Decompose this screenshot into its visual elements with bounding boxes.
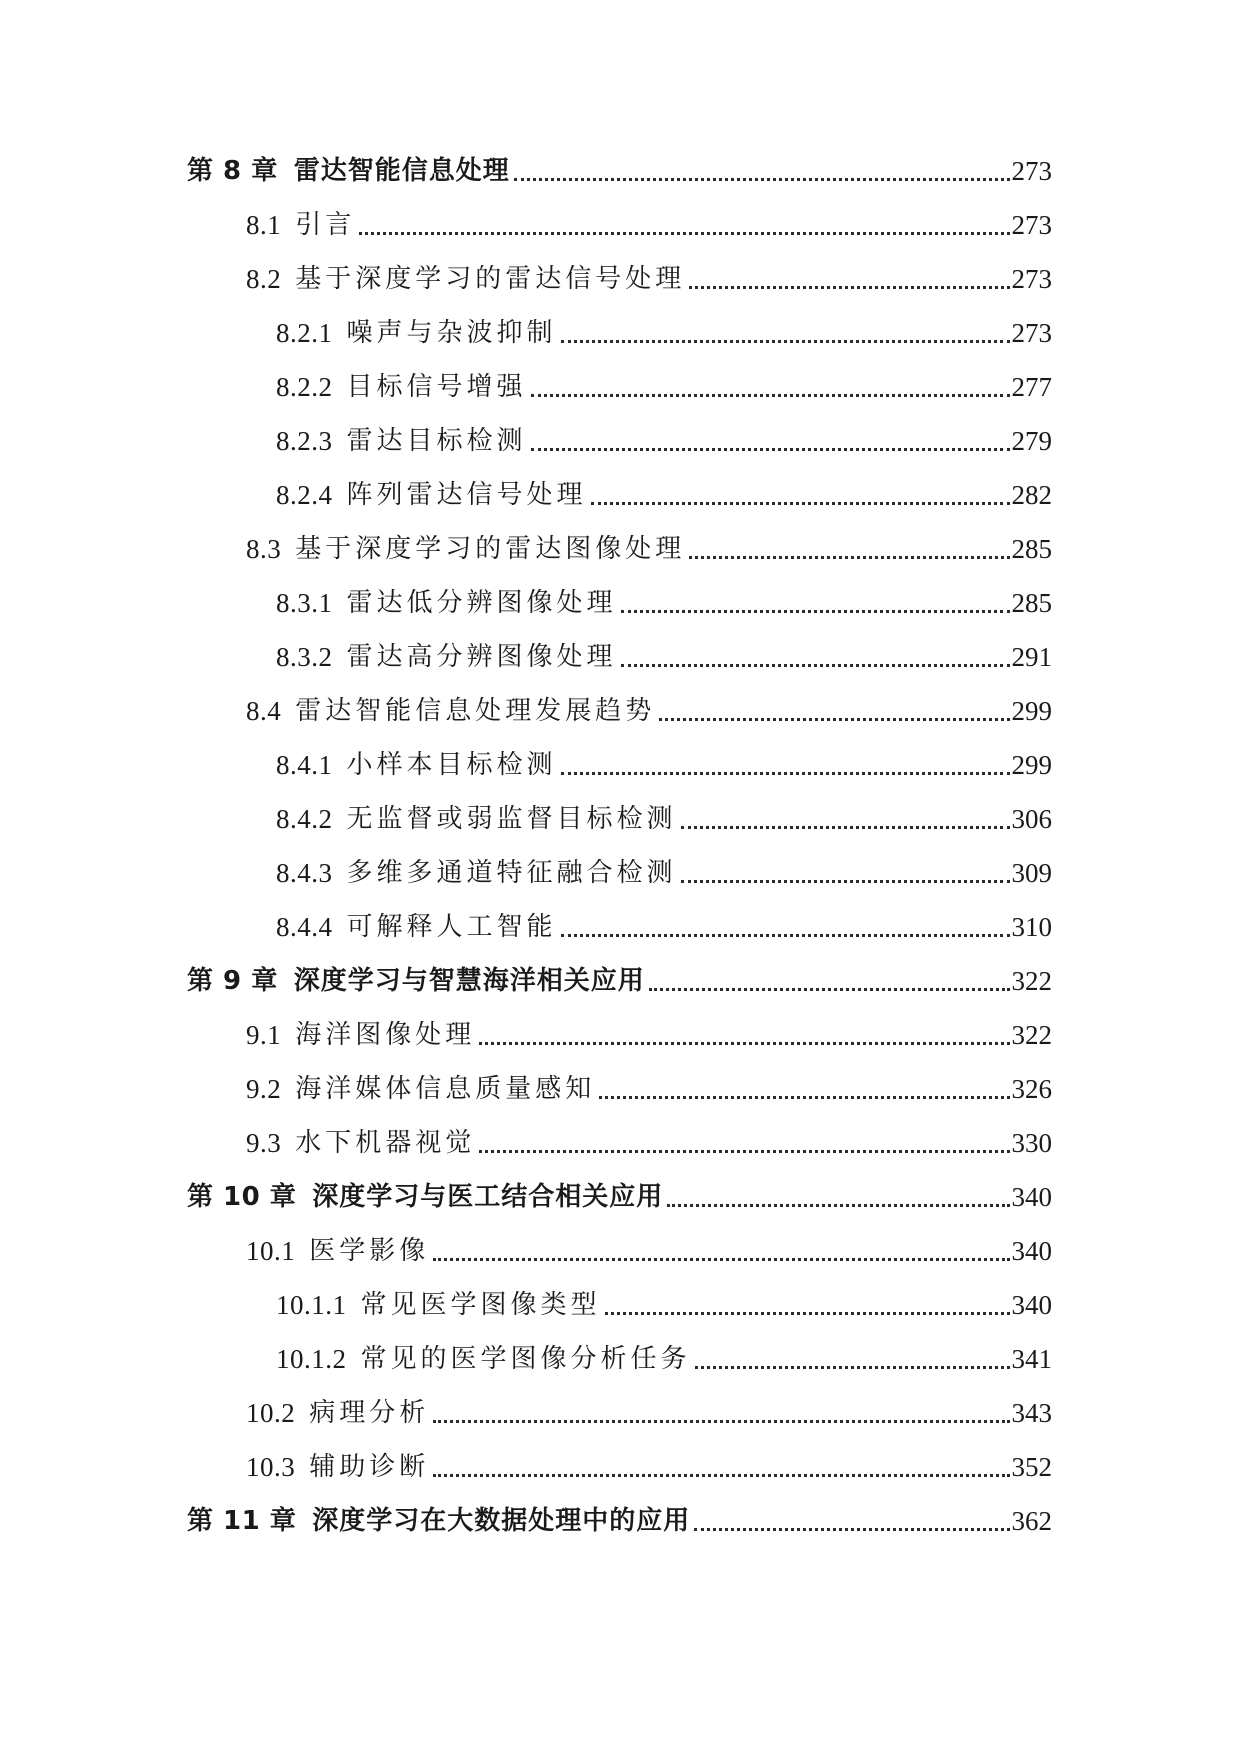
toc-section-9-1[interactable] [0,1008,1239,1062]
toc-entry-title: 海洋图像处理 [295,1020,476,1050]
dot-leader [479,1126,1009,1160]
toc-entry-number: 8.4 [246,696,282,726]
toc-subsection-10-1-2[interactable] [0,1332,1239,1386]
toc-entry-number: 第 10 章 [187,1182,297,1212]
dot-leader [681,856,1010,890]
toc-chapter-8[interactable] [0,144,1239,198]
toc-entry-number: 9.2 [246,1074,282,1104]
dot-leader [561,910,1010,944]
toc-section-8-1[interactable] [0,198,1239,252]
toc-entry-number: 9.3 [246,1128,282,1158]
toc-entry-number: 第 11 章 [187,1506,297,1536]
toc-entry-title: 无监督或弱监督目标检测 [346,804,677,834]
toc-subsection-8-4-3[interactable] [0,846,1239,900]
toc-entry-number: 9.1 [246,1020,282,1050]
toc-section-8-3[interactable] [0,522,1239,576]
toc-entry-number: 第 8 章 [187,156,278,186]
toc-entry-number: 8.4.3 [276,858,333,888]
dot-leader [433,1234,1009,1268]
toc-entry-page: 330 [1011,1128,1052,1158]
toc-entry-title: 雷达智能信息处理 [293,156,510,186]
toc-entry-title: 雷达智能信息处理发展趋势 [295,696,656,726]
toc-entry-number: 8.1 [246,210,282,240]
dot-leader [667,1180,1009,1214]
toc-entry-title: 雷达低分辨图像处理 [346,588,617,618]
toc-entry-number: 10.3 [246,1452,296,1482]
toc-subsection-8-4-1[interactable] [0,738,1239,792]
toc-entry-page: 291 [1011,642,1052,672]
toc-chapter-10[interactable] [0,1170,1239,1224]
toc-entry-page: 309 [1011,858,1052,888]
toc-entry-page: 273 [1011,318,1052,348]
dot-leader [433,1396,1009,1430]
toc-entry-page: 362 [1011,1506,1052,1536]
toc-section-10-1[interactable] [0,1224,1239,1278]
toc-entry-page: 326 [1011,1074,1052,1104]
toc-entry-number: 8.4.4 [276,912,333,942]
dot-leader [531,424,1010,458]
toc-entry-title: 常见的医学图像分析任务 [360,1344,691,1374]
dot-leader [514,154,1010,188]
toc-entry-page: 306 [1011,804,1052,834]
dot-leader [433,1450,1009,1484]
toc-entry-page: 340 [1011,1290,1052,1320]
toc-entry-page: 285 [1011,534,1052,564]
dot-leader [694,1504,1009,1538]
toc-entry-number: 8.2.1 [276,318,333,348]
toc-entry-page: 340 [1011,1236,1052,1266]
toc-entry-title: 深度学习与医工结合相关应用 [312,1182,664,1212]
dot-leader [659,694,1009,728]
toc-entry-title: 辅助诊断 [309,1452,430,1482]
toc-entry-title: 基于深度学习的雷达图像处理 [295,534,686,564]
dot-leader [561,316,1010,350]
toc-entry-title: 阵列雷达信号处理 [346,480,587,510]
toc-entry-page: 310 [1011,912,1052,942]
toc-section-9-2[interactable] [0,1062,1239,1116]
toc-entry-title: 病理分析 [309,1398,430,1428]
toc-entry-title: 海洋媒体信息质量感知 [295,1074,596,1104]
toc-subsection-8-2-1[interactable] [0,306,1239,360]
toc-entry-number: 8.2 [246,264,282,294]
toc-entry-page: 273 [1011,264,1052,294]
toc-entry-title: 可解释人工智能 [346,912,557,942]
toc-entry-title: 雷达高分辨图像处理 [346,642,617,672]
toc-section-10-2[interactable] [0,1386,1239,1440]
dot-leader [621,586,1010,620]
toc-entry-number: 10.1 [246,1236,296,1266]
toc-entry-page: 279 [1011,426,1052,456]
toc-entry-number: 10.2 [246,1398,296,1428]
toc-subsection-8-2-2[interactable] [0,360,1239,414]
dot-leader [591,478,1010,512]
toc-chapter-11[interactable] [0,1494,1239,1548]
toc-entry-title: 雷达目标检测 [346,426,527,456]
toc-entry-title: 医学影像 [309,1236,430,1266]
toc-subsection-8-3-2[interactable] [0,630,1239,684]
toc-entry-page: 352 [1011,1452,1052,1482]
toc-entry-number: 10.1.2 [276,1344,347,1374]
dot-leader [479,1018,1009,1052]
toc-entry-page: 322 [1011,1020,1052,1050]
toc-entry-page: 341 [1011,1344,1052,1374]
toc-entry-title: 多维多通道特征融合检测 [346,858,677,888]
toc-subsection-8-3-1[interactable] [0,576,1239,630]
toc-entry-number: 8.3.2 [276,642,333,672]
dot-leader [605,1288,1010,1322]
toc-subsection-8-4-2[interactable] [0,792,1239,846]
toc-entry-title: 深度学习与智慧海洋相关应用 [293,966,645,996]
toc-entry-number: 8.3 [246,534,282,564]
toc-entry-title: 常见医学图像类型 [360,1290,601,1320]
toc-entry-title: 引言 [295,210,356,240]
dot-leader [689,262,1009,296]
dot-leader [689,532,1009,566]
toc-chapter-9[interactable] [0,954,1239,1008]
toc-entry-page: 299 [1011,750,1052,780]
toc-entry-number: 第 9 章 [187,966,278,996]
toc-entry-page: 322 [1011,966,1052,996]
toc-entry-page: 340 [1011,1182,1052,1212]
toc-entry-number: 8.2.4 [276,480,333,510]
toc-entry-title: 目标信号增强 [346,372,527,402]
toc-entry-page: 282 [1011,480,1052,510]
toc-entry-number: 8.2.2 [276,372,333,402]
toc-section-8-4[interactable] [0,684,1239,738]
toc-section-10-3[interactable] [0,1440,1239,1494]
toc-entry-number: 8.2.3 [276,426,333,456]
toc-entry-page: 285 [1011,588,1052,618]
dot-leader [621,640,1010,674]
toc-entry-number: 10.1.1 [276,1290,347,1320]
toc-subsection-8-2-3[interactable] [0,414,1239,468]
toc-entry-number: 8.4.2 [276,804,333,834]
toc-entry-title: 基于深度学习的雷达信号处理 [295,264,686,294]
toc-entry-title: 深度学习在大数据处理中的应用 [312,1506,691,1536]
toc-entry-title: 小样本目标检测 [346,750,557,780]
dot-leader [599,1072,1009,1106]
toc-subsection-8-2-4[interactable] [0,468,1239,522]
dot-leader [649,964,1010,998]
dot-leader [695,1342,1010,1376]
toc-entry-page: 273 [1011,156,1052,186]
toc-entry-number: 8.4.1 [276,750,333,780]
toc-entry-page: 273 [1011,210,1052,240]
toc-subsection-8-4-4[interactable] [0,900,1239,954]
toc-section-8-2[interactable] [0,252,1239,306]
toc-entry-title: 水下机器视觉 [295,1128,476,1158]
dot-leader [359,208,1009,242]
toc-entry-page: 299 [1011,696,1052,726]
toc-entry-page: 343 [1011,1398,1052,1428]
toc-entry-number: 8.3.1 [276,588,333,618]
table-of-contents [0,144,1239,1548]
dot-leader [681,802,1010,836]
dot-leader [531,370,1010,404]
toc-entry-title: 噪声与杂波抑制 [346,318,557,348]
toc-entry-page: 277 [1011,372,1052,402]
dot-leader [561,748,1010,782]
toc-subsection-10-1-1[interactable] [0,1278,1239,1332]
toc-section-9-3[interactable] [0,1116,1239,1170]
